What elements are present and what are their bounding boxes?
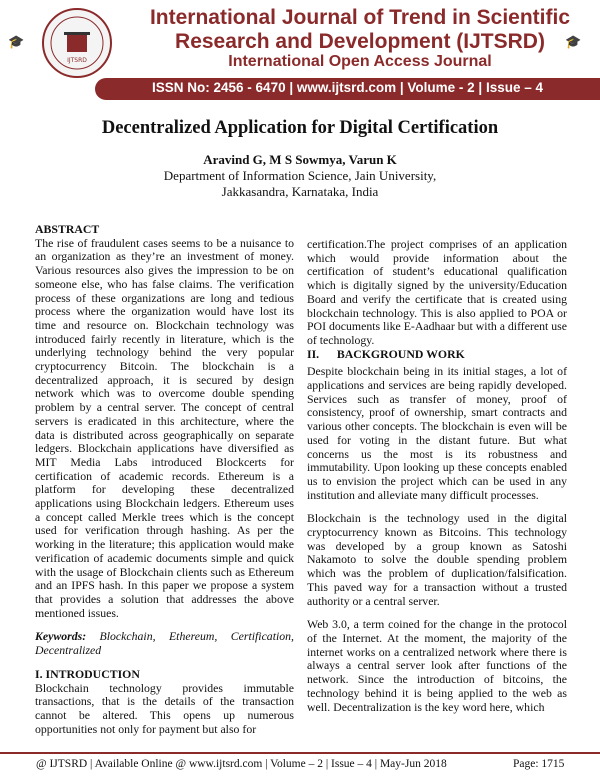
journal-header: [0, 0, 600, 102]
abstract-text: The rise of fraudulent cases seems to be a nuisance to an organization as they’re an investment of money. Various resources also gives the impression to be on someone else, who has false claims. The verification process of these organizations are long and tedious process where the organization would have lost its time and resource on. Blockchain technology was introduced fairly recently in literature, which is the underlying technology behind the very popular cryptocurrency Bitcoin. The blockchain is a decentralized approach, it is secured by design network which was to overcome double spending problem by a central server. The concept of central servers is eradicated in this architecture, where the data is distributed across geographically on separate ledgers. Blockchain applications have diversified as MIT Media Labs introduced Blockcerts for certification of academic records. Ethereum is a platform for developing these decentralized applications using Blockchain ledgers. Ethereum uses a concept called Merkle trees which is the concept used for verification through hashing. As per the working in the literature; this application would make verification of academic documents simple and quick with the usage of Blockchain clients such as Ethereum and an IPFS hash. In this paper we propose a system that provides a solution that addresses the above mentioned issues.: [35, 235, 294, 620]
intro-continued: certification.The project comprises of an application which would provide information about the certification of student’s educational qualification which is digitally signed by the university/Education Board and verify the certificate that is created using blockchain technology. This is also applied to POA or POI documents like E-Aadhaar but with a different use of technology.: [307, 237, 567, 347]
paper-affiliation: [0, 168, 600, 199]
paper-title: Decentralized Application for Digital Certification: [101, 118, 499, 138]
journal-title: [125, 6, 595, 54]
page-number: Page: 1715: [513, 758, 565, 770]
affiliation-line-1: Department of Information Science, Jain University,: [163, 168, 437, 183]
journal-title-line-2: Research and Development (IJTSRD): [175, 30, 545, 53]
keywords-text: Blockchain, Ethereum, Certification, Decentralized: [35, 629, 294, 658]
paper-authors: Aravind G, M S Sowmya, Varun K: [203, 152, 397, 167]
background-paragraph-3: Web 3.0, a term coined for the change in the protocol of the Internet. At the moment, the majority of the internet works on a centralized network where there is always a central server look after functions of the network. Since the introduction of bitcoins, the technology behind it is being applied to the web as well. Decentralization is the key word here, which: [307, 617, 567, 714]
open-access-label: International Open Access Journal: [228, 53, 492, 70]
keywords-label: Keywords:: [35, 629, 87, 644]
svg-text:IJTSRD: IJTSRD: [67, 57, 87, 64]
footer-divider: [0, 752, 600, 754]
graduation-cap-left-icon: 🎓: [8, 34, 25, 49]
graduation-cap-right-icon: 🎓: [565, 34, 582, 49]
footer-text: @ IJTSRD | Available Online @ www.ijtsrd.com | Volume – 2 | Issue – 4 | May-Jun 2018: [36, 758, 447, 770]
keywords: [35, 630, 294, 657]
background-heading-text: BACKGROUND WORK: [336, 346, 465, 361]
intro-heading: I. INTRODUCTION: [35, 666, 140, 681]
abstract-heading: ABSTRACT: [35, 222, 100, 236]
background-heading: [307, 348, 567, 362]
issn-line: ISSN No: 2456 - 6470 | www.ijtsrd.com | Volume - 2 | Issue – 4: [152, 80, 543, 95]
intro-text: Blockchain technology provides immutable transactions, that is the details of the transaction cannot be altered. This opens up numerous opportunities not only for payment but also for: [35, 680, 294, 736]
left-column: [35, 223, 294, 736]
journal-title-line-1: International Journal of Trend in Scientific: [149, 6, 571, 29]
journal-logo-icon: [42, 6, 112, 80]
page-footer: [0, 752, 600, 776]
background-heading-number: II.: [307, 346, 320, 361]
right-column: [307, 238, 567, 714]
affiliation-line-2: Jakkasandra, Karnataka, India: [221, 183, 379, 199]
background-paragraph-2: Blockchain is the technology used in the digital cryptocurrency known as Bitcoins. This technology was developed by a group known as Satoshi Nakamoto to solve the double spending problem which was the problem of duplication/falsification. This paved way for a transaction without a trusted authority or a central server.: [307, 511, 567, 608]
background-paragraph-1: Despite blockchain being in its initial stages, a lot of applications and services are being rapidly developed. Services such as transfer of money, proof of consistency, proof of ownership, smart contracts and various other concepts. The blockchain is even will be used for voting in the distant future. But what concerns us the most is its robustness and immutability. Upon looking up these concepts enabled us to envision the project which can be used in any institution and alleviate many difficult processes.: [307, 364, 567, 502]
